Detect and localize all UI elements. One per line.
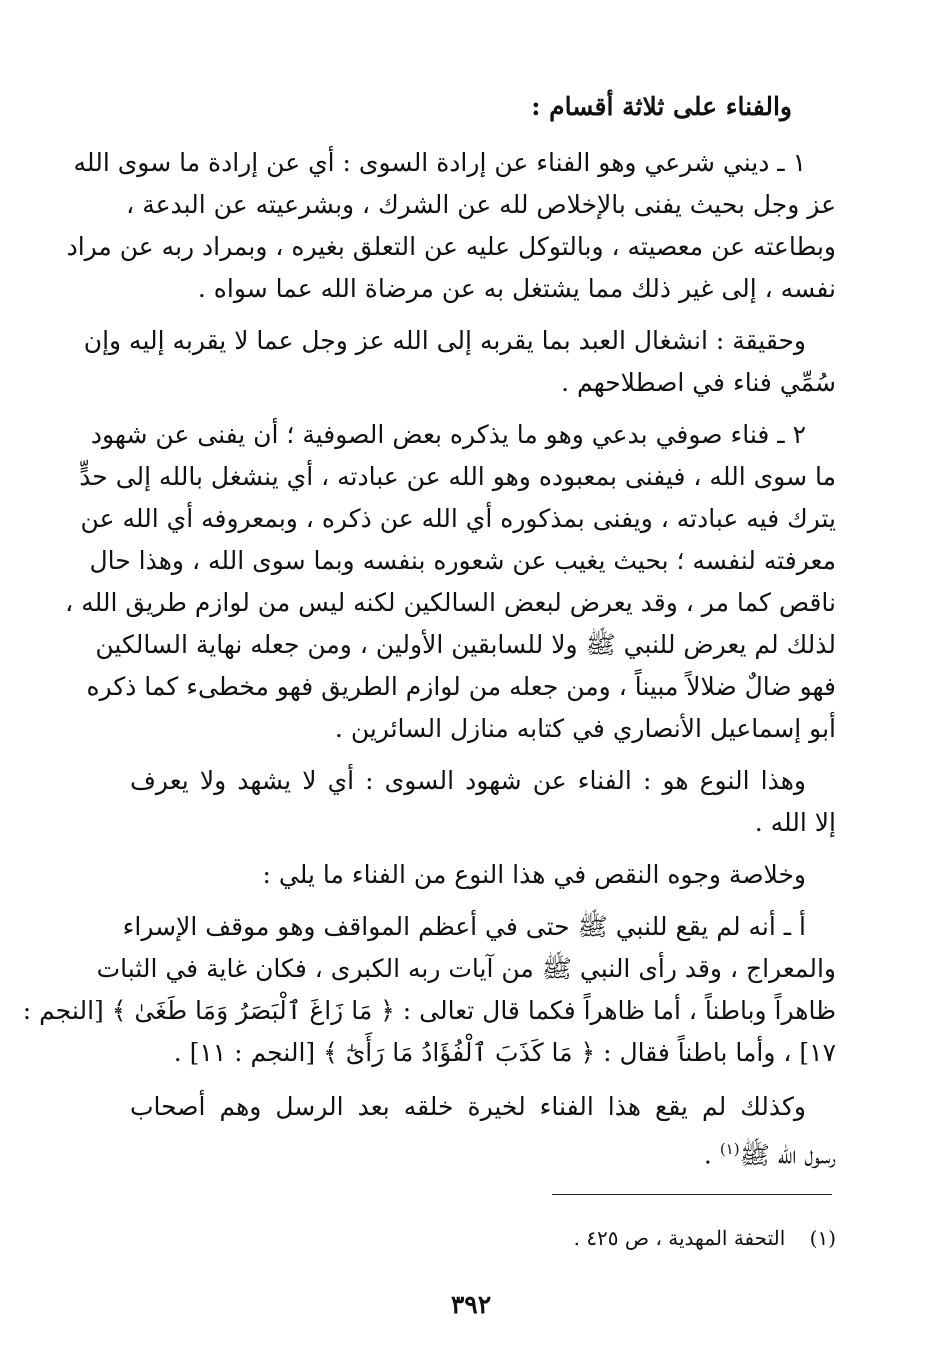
text-line: وكذلك لم يقع هذا الفناء لخيرة خلقه بعد الرسل وهم أصحاب: [130, 1092, 806, 1121]
text-line: لذلك لم يعرض للنبي ﷺ ولا للسابقين الأولين ، ومن جعله نهاية السالكين: [95, 630, 836, 659]
text-line: فهو ضالٌ ضلالاً مبيناً ، ومن جعله من لوازم الطريق فهو مخطىء كما ذكره: [86, 672, 836, 701]
section-heading: والفناء على ثلاثة أقسام :: [531, 92, 792, 121]
footnote-marker: (١): [719, 1140, 740, 1158]
page-number: ٣٩٢: [450, 1290, 492, 1319]
text-line: ما سوى الله ، فيفنى بمعبوده وهو الله عن عبادته ، أي ينشغل بالله إلى حدٍّ: [79, 462, 836, 491]
text-line: إلا الله .: [754, 808, 836, 837]
footnote-text: التحفة المهدية ، ص ٤٢٥ .: [573, 1226, 786, 1250]
text-line: رسول الله ﷺ: [739, 1140, 836, 1170]
text-line: عز وجل بحيث يفنى بالإخلاص لله عن الشرك ، وبشرعيته عن البدعة ،: [126, 190, 836, 219]
text-line: والمعراج ، وقد رأى النبي ﷺ من آيات ربه الكبرى ، فكان غاية في الثبات: [96, 954, 836, 983]
text-line: أ ـ أنه لم يقع للنبي ﷺ حتى في أعظم المواقف وهو موقف الإسراء: [122, 912, 806, 941]
text-line: وخلاصة وجوه النقص في هذا النوع من الفناء ما يلي :: [262, 860, 806, 889]
footnote: [574, 1226, 836, 1250]
text-line: معرفته لنفسه ؛ بحيث يغيب عن شعوره بنفسه وبما سوى الله ، وهذا حال: [89, 546, 836, 575]
text-line: ٢ ـ فناء صوفي بدعي وهو ما يذكره بعض الصوفية ؛ أن يفنى عن شهود: [90, 420, 806, 449]
text-line: ظاهراً وباطناً ، أما ظاهراً فكما قال تعالى : ﴿ مَا زَاغَ ٱلْبَصَرُ وَمَا طَغَىٰ ﴾ [النجم :: [22, 996, 836, 1025]
text-line: يترك فيه عبادته ، ويفنى بمذكوره أي الله عن ذكره ، وبمعروفه أي الله عن: [80, 504, 836, 533]
text-line: أبو إسماعيل الأنصاري في كتابه منازل السائرين .: [334, 714, 836, 743]
text-line: وهذا النوع هو : الفناء عن شهود السوى : أي لا يشهد ولا يعرف: [130, 766, 806, 795]
footnote-number: (١): [809, 1226, 836, 1250]
line-end-punctuation: .: [703, 1140, 720, 1170]
text-line: سُمِّي فناء في اصطلاحهم .: [561, 368, 836, 397]
footnote-divider: [552, 1194, 832, 1195]
text-line: ١٧] ، وأما باطناً فقال : ﴿ مَا كَذَبَ ٱلْفُؤَادُ مَا رَأَىٰٓ ﴾ [النجم : ١١] .: [173, 1038, 836, 1067]
text-line: وبطاعته عن معصيته ، وبالتوكل عليه عن التعلق بغيره ، وبمراد ربه عن مراد: [66, 232, 836, 261]
text-line: ناقص كما مر ، وقد يعرض لبعض السالكين لكنه ليس من لوازم طريق الله ،: [65, 588, 836, 617]
text-line-with-footnote: [130, 1134, 836, 1170]
text-line: ١ ـ ديني شرعي وهو الفناء عن إرادة السوى : أي عن إرادة ما سوى الله: [73, 148, 806, 177]
text-line: وحقيقة : انشغال العبد بما يقربه إلى الله عز وجل عما لا يقربه إليه وإن: [83, 326, 806, 355]
text-line: نفسه ، إلى غير ذلك مما يشتغل به عن مرضاة الله عما سواه .: [197, 274, 836, 303]
